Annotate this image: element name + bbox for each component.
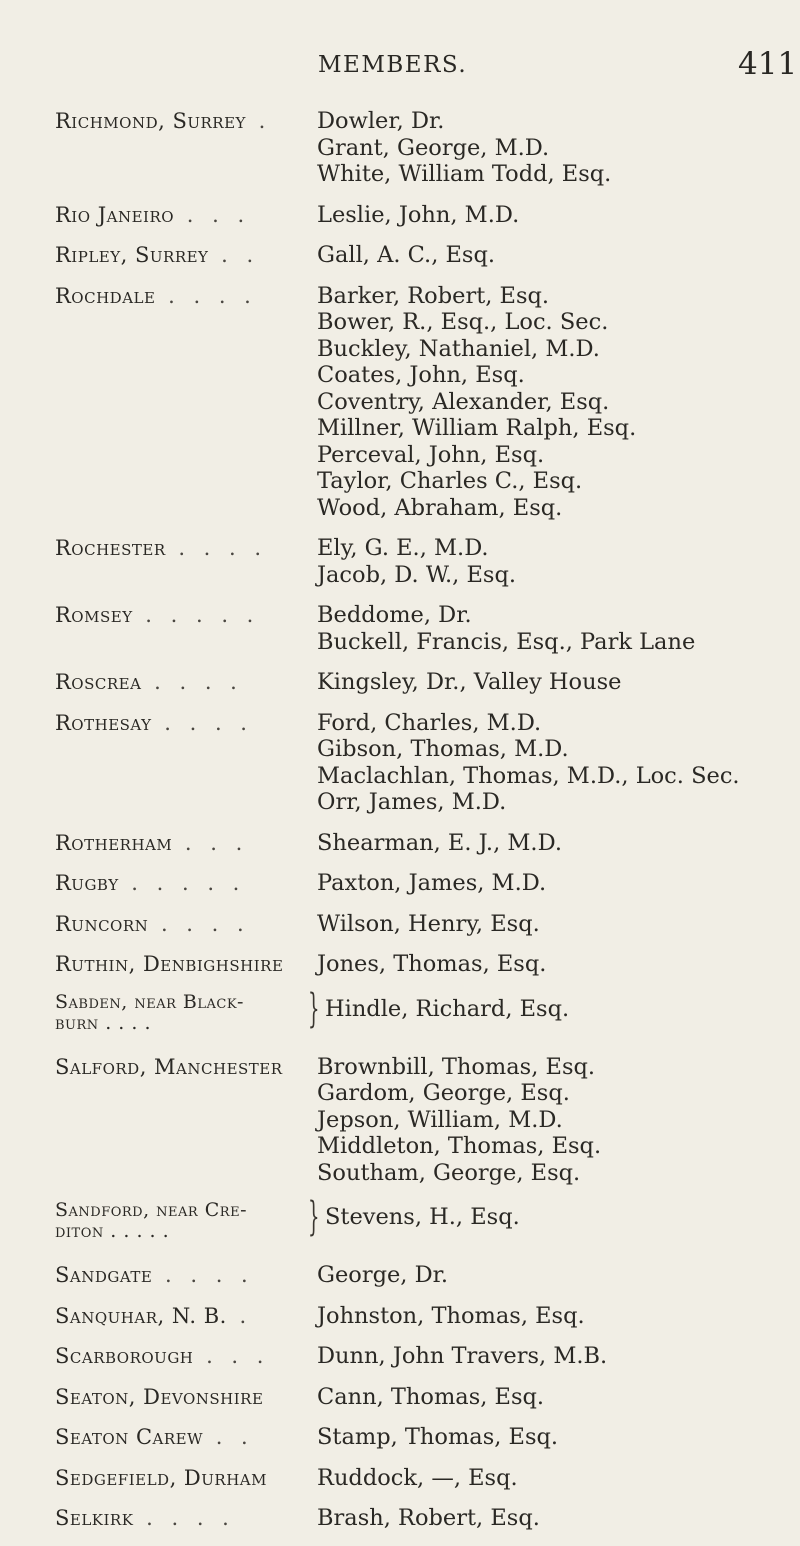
leader-dots: . xyxy=(245,109,272,133)
place-label: Sanquhar, N. B. xyxy=(55,1303,227,1328)
member-name: Ruddock, —, Esq. xyxy=(317,1464,518,1491)
member-name: Buckell, Francis, Esq., Park Lane xyxy=(317,628,696,655)
place-label: Seaton Carew xyxy=(55,1425,204,1449)
member-name: Gibson, Thomas, M.D. xyxy=(317,736,569,762)
leader-dots: . . . xyxy=(174,202,251,227)
member-names xyxy=(317,1303,800,1330)
place-name xyxy=(55,992,313,1034)
place-label: Scarborough xyxy=(55,1344,194,1368)
member-names xyxy=(317,535,800,588)
member-entry xyxy=(0,951,800,978)
running-title: MEMBERS. xyxy=(318,52,468,78)
member-list xyxy=(0,108,800,1546)
member-names xyxy=(317,602,800,655)
place-name xyxy=(55,202,313,229)
member-entry xyxy=(0,1424,800,1451)
member-name: Grant, George, M.D. xyxy=(317,134,550,161)
member-entry xyxy=(0,283,800,522)
member-entry xyxy=(0,1465,800,1492)
member-entry xyxy=(0,535,800,588)
member-entry xyxy=(0,1054,800,1187)
member-names xyxy=(317,1505,800,1532)
leader-dots: . . . . . xyxy=(118,871,246,895)
place-label: Romsey xyxy=(55,603,133,627)
member-names xyxy=(317,830,800,857)
leader-dots: . . . . . xyxy=(132,603,260,627)
member-name: Gardom, George, Esq. xyxy=(317,1080,570,1106)
member-entry xyxy=(0,1262,800,1289)
place-label: Ripley, Surrey xyxy=(55,243,209,267)
member-name: George, Dr. xyxy=(317,1262,449,1288)
leader-dots: . xyxy=(226,1303,253,1328)
member-names xyxy=(325,1204,800,1231)
member-name: Jones, Thomas, Esq. xyxy=(317,951,547,977)
place-line: burn . . . . xyxy=(55,1011,151,1034)
member-name: Brash, Robert, Esq. xyxy=(317,1505,540,1531)
member-name: White, William Todd, Esq. xyxy=(317,161,612,187)
place-label: Runcorn xyxy=(55,911,149,936)
member-name: Southam, George, Esq. xyxy=(317,1159,581,1186)
leader-dots: . . . . xyxy=(152,1263,254,1287)
leader-dots: . . . . xyxy=(165,536,268,560)
member-name: Bower, R., Esq., Loc. Sec. xyxy=(317,309,609,335)
member-name: Shearman, E. J., M.D. xyxy=(317,829,562,856)
member-name: Coventry, Alexander, Esq. xyxy=(317,388,610,415)
member-name: Cann, Thomas, Esq. xyxy=(317,1383,545,1410)
place-name xyxy=(55,242,313,269)
place-name xyxy=(55,669,313,696)
member-entry xyxy=(0,602,800,655)
member-name: Beddome, Dr. xyxy=(317,602,472,628)
member-name: Barker, Robert, Esq. xyxy=(317,282,550,309)
place-label: Richmond, Surrey xyxy=(55,109,246,133)
place-name xyxy=(55,283,313,310)
place-label: Sedgefield, Durham xyxy=(55,1465,267,1490)
member-name: Maclachlan, Thomas, M.D., Loc. Sec. xyxy=(317,762,740,789)
member-entry xyxy=(0,1343,800,1370)
member-name: Buckley, Nathaniel, M.D. xyxy=(317,335,600,362)
member-name: Middleton, Thomas, Esq. xyxy=(317,1133,602,1159)
member-name: Ely, G. E., M.D. xyxy=(317,535,489,561)
place-name xyxy=(55,535,313,562)
member-name: Brownbill, Thomas, Esq. xyxy=(317,1053,596,1080)
place-line: Sabden, near Black- xyxy=(55,990,244,1013)
place-name xyxy=(55,870,313,897)
member-entry xyxy=(0,985,800,1040)
place-label: Rochester xyxy=(55,536,166,560)
member-name: Leslie, John, M.D. xyxy=(317,201,520,228)
brace-mark: } xyxy=(307,985,320,1032)
place-name xyxy=(55,951,313,978)
leader-dots: . . . . xyxy=(155,283,257,308)
place-label: Roscrea xyxy=(55,670,142,694)
place-label: Salford, Manchester xyxy=(55,1054,283,1079)
place-line: diton . . . . . xyxy=(55,1220,170,1242)
place-label: Selkirk xyxy=(55,1506,134,1530)
member-entry xyxy=(0,870,800,897)
member-name: Gall, A. C., Esq. xyxy=(317,242,496,268)
leader-dots: . . . . xyxy=(141,670,243,694)
place-label: Seaton, Devonshire xyxy=(55,1384,264,1409)
member-entry xyxy=(0,1505,800,1532)
member-names xyxy=(317,1343,800,1370)
leader-dots: . . xyxy=(203,1425,254,1449)
place-name xyxy=(55,1424,313,1451)
member-names xyxy=(317,1384,800,1411)
member-names xyxy=(317,202,800,229)
member-entry xyxy=(0,830,800,857)
leader-dots: . . xyxy=(208,243,260,267)
member-entry xyxy=(0,1194,800,1248)
member-name: Wood, Abraham, Esq. xyxy=(317,494,563,521)
place-label: Rothesay xyxy=(55,710,152,735)
place-name xyxy=(55,911,313,938)
leader-dots: . . . . xyxy=(133,1506,235,1530)
member-names xyxy=(317,669,800,696)
member-name: Millner, William Ralph, Esq. xyxy=(317,415,637,441)
brace-mark: } xyxy=(307,1194,320,1240)
member-name: Johnston, Thomas, Esq. xyxy=(317,1302,585,1329)
member-name: Orr, James, M.D. xyxy=(317,789,507,815)
member-name: Paxton, James, M.D. xyxy=(317,870,547,896)
place-label: Rugby xyxy=(55,871,119,895)
member-entry xyxy=(0,1384,800,1411)
member-names xyxy=(317,1465,800,1492)
member-entry xyxy=(0,911,800,938)
place-name xyxy=(55,1505,313,1532)
member-name: Wilson, Henry, Esq. xyxy=(317,910,540,937)
member-names xyxy=(317,710,800,816)
leader-dots: . . . . xyxy=(151,710,253,735)
member-names xyxy=(317,911,800,938)
member-names xyxy=(317,870,800,897)
place-name xyxy=(55,1384,313,1411)
member-name: Dowler, Dr. xyxy=(317,108,445,134)
place-name xyxy=(55,830,313,857)
place-name xyxy=(55,602,313,629)
place-name xyxy=(55,1262,313,1289)
leader-dots: . . . xyxy=(193,1344,270,1368)
member-entry xyxy=(0,1303,800,1330)
member-name: Stevens, H., Esq. xyxy=(325,1204,520,1230)
member-names xyxy=(317,1262,800,1289)
member-name: Stamp, Thomas, Esq. xyxy=(317,1424,559,1450)
member-entry xyxy=(0,108,800,188)
member-names xyxy=(317,242,800,269)
place-label: Rochdale xyxy=(55,283,156,308)
place-label: Sandgate xyxy=(55,1263,153,1287)
place-line: Sandford, near Cre- xyxy=(55,1199,247,1221)
member-name: Kingsley, Dr., Valley House xyxy=(317,669,622,695)
place-name xyxy=(55,1303,313,1330)
member-name: Jepson, William, M.D. xyxy=(317,1106,563,1133)
member-names xyxy=(317,951,800,978)
member-entry xyxy=(0,710,800,816)
member-entry xyxy=(0,202,800,229)
member-names xyxy=(317,1054,800,1187)
member-name: Ford, Charles, M.D. xyxy=(317,709,542,736)
place-name xyxy=(55,1054,313,1081)
member-names xyxy=(325,996,800,1023)
place-name xyxy=(55,108,313,135)
place-name xyxy=(55,1465,313,1492)
leader-dots: . . . xyxy=(172,830,249,855)
member-name: Hindle, Richard, Esq. xyxy=(325,995,570,1022)
member-entry xyxy=(0,669,800,696)
member-name: Coates, John, Esq. xyxy=(317,362,525,388)
place-label: Ruthin, Denbighshire xyxy=(55,952,284,976)
place-label: Rotherham xyxy=(55,830,173,855)
member-name: Dunn, John Travers, M.B. xyxy=(317,1343,608,1369)
place-name xyxy=(55,1200,313,1242)
member-names xyxy=(317,1424,800,1451)
member-names xyxy=(317,108,800,188)
place-name xyxy=(55,710,313,737)
member-name: Taylor, Charles C., Esq. xyxy=(317,468,583,494)
member-entry xyxy=(0,242,800,269)
page-number: 411 xyxy=(738,46,798,82)
leader-dots: . . . . xyxy=(148,911,250,936)
place-name xyxy=(55,1343,313,1370)
member-names xyxy=(317,283,800,522)
place-label: Rio Janeiro xyxy=(55,202,175,227)
member-name: Jacob, D. W., Esq. xyxy=(317,561,517,588)
member-name: Perceval, John, Esq. xyxy=(317,441,545,468)
page-header xyxy=(0,46,800,92)
